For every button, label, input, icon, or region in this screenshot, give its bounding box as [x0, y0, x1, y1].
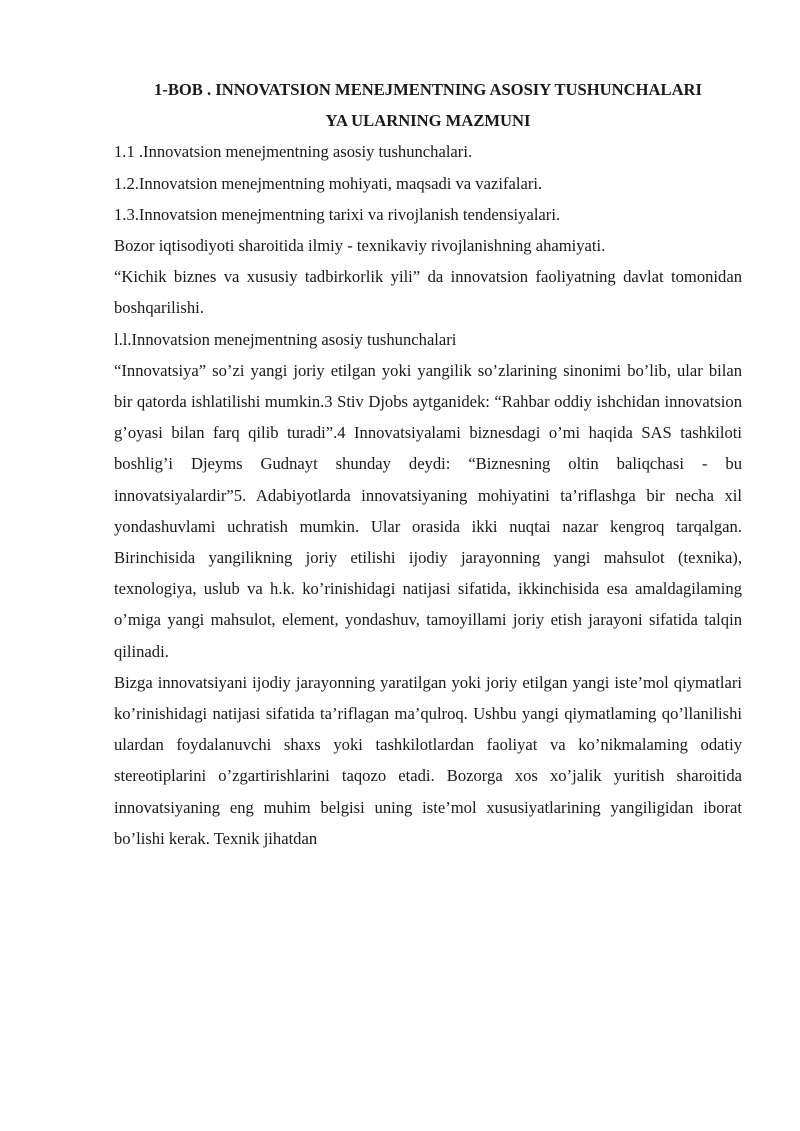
toc-item-1-2: 1.2.Innovatsion menejmentning mohiyati, maqsadi va vazifalari.	[114, 173, 543, 193]
section-heading: l.l.Innovatsion menejmentning asosiy tushunchalari	[114, 329, 457, 349]
toc-item-1-1: 1.1 .Innovatsion menejmentning asosiy tushunchalari.	[114, 142, 473, 162]
toc-item-market-economy: Bozor iqtisodiyoti sharoitida ilmiy - texnikaviy rivojlanishning ahamiyati.	[114, 236, 606, 256]
paragraph-1: “Innovatsiya” so’zi yangi joriy etilgan yoki yangilik so’zlarining sinonimi bo’lib, ular bilan bir qatorda ishlatilishi mumkin.3 Stiv Djobs aytganidek: “Rahbar oddiy ishchidan innovatsion g’oyasi bilan farq qilib turadi”.4 Innovatsiyalami biznesdagi o’mi haqida SAS tashkiloti boshlig’i Djeyms Gudnayt shunday deydi: “Biznesning oltin baliqchasi - bu innovatsiyalardir”5. Adabiyotlarda innovatsiyaning mohiyatini ta’riflashga bir necha xil yondashuvlami uchratish mumkin. Ular orasida ikki nuqtai nazar kengroq tarqalgan. Birinchisida yangilikning joriy etilishi ijodiy jarayonning yangi mahsulot (texnika), texnologiya, uslub va h.k. ko’rinishidagi natijasi sifatida, ikkinchisida esa amaldagilaming o’miga yangi mahsulot, element, yondashuv, tamoyillami joriy etish jarayoni sifatida talqin qilinadi.	[114, 360, 742, 661]
document-body	[114, 74, 742, 854]
chapter-title-line-2: YA ULARNING MAZMUNI	[325, 111, 531, 131]
toc-item-1-3: 1.3.Innovatsion menejmentning tarixi va rivojlanish tendensiyalari.	[114, 204, 561, 224]
toc-item-small-business: “Kichik biznes va xususiy tadbirkorlik yili” da innovatsion faoliyatning davlat tomonidan boshqarilishi.	[114, 267, 742, 318]
chapter-title	[114, 74, 742, 136]
paragraph-2: Bizga innovatsiyani ijodiy jarayonning yaratilgan yoki joriy etilgan yangi iste’mol qiymatlari ko’rinishidagi natijasi sifatida ta’riflagan ma’qulroq. Ushbu yangi qiymatlaming qo’llanilishi ulardan foydalanuvchi shaxs yoki tashkilotlardan faoliyat va ko’nikmalaming odatiy stereotiplarini o’zgartirishlarini taqozo etadi. Bozorga xos xo’jalik yuritish sharoitida innovatsiyaning eng muhim belgisi uning iste’mol xususiyatlarining yangiligidan iborat bo’lishi kerak. Texnik jihatdan	[114, 672, 742, 848]
chapter-title-line-1: 1-BOB . INNOVATSION MENEJMENTNING ASOSIY TUSHUNCHALARI	[154, 80, 702, 99]
